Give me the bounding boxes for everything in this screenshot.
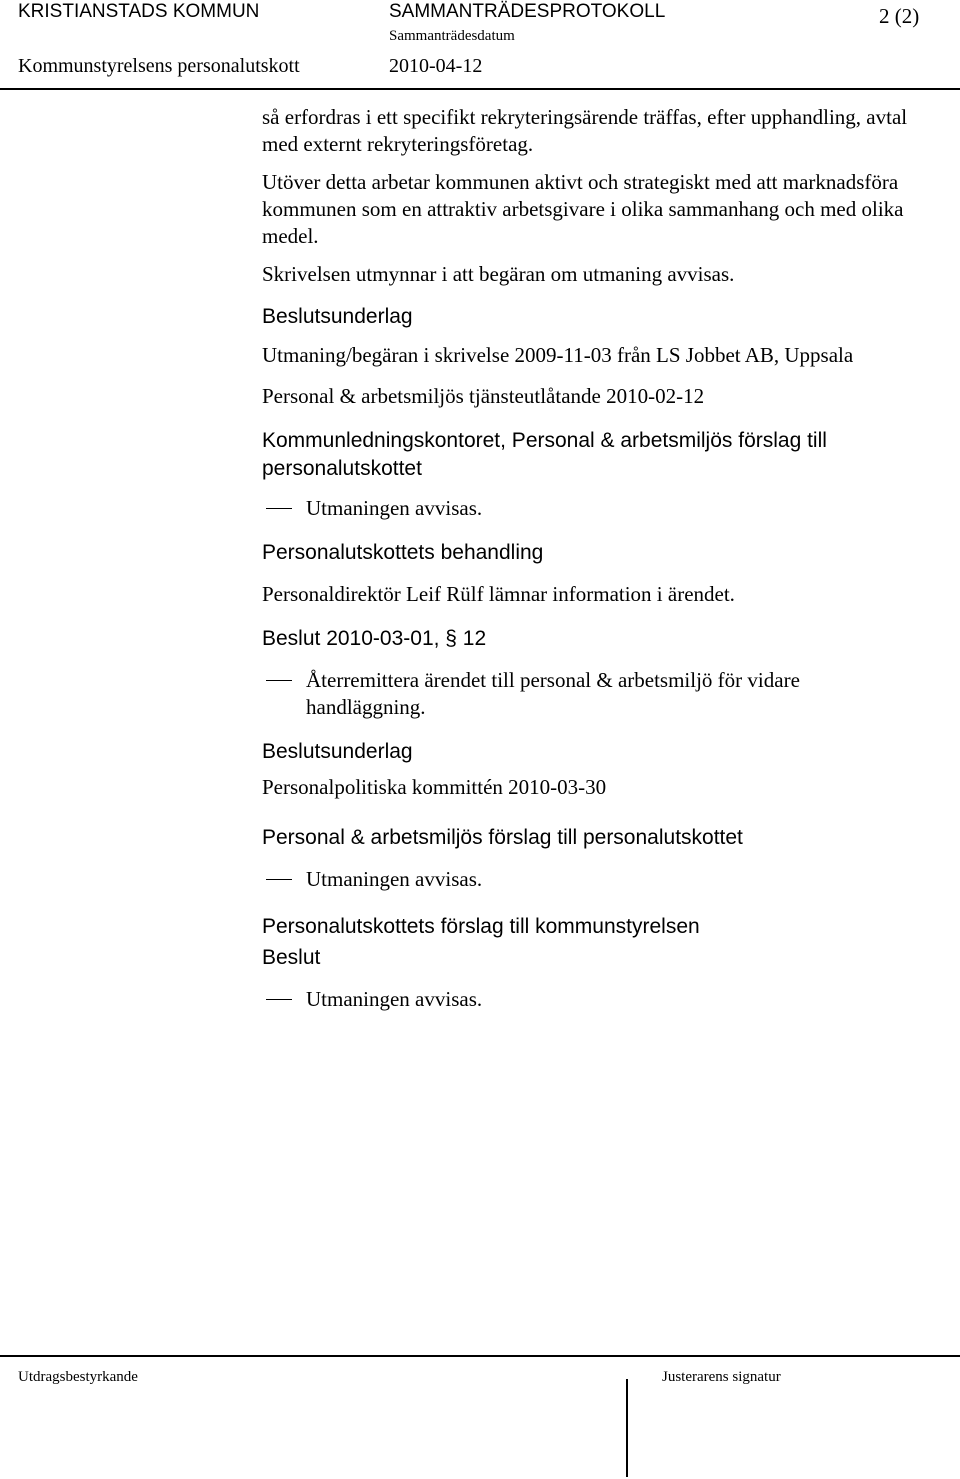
meeting-date: 2010-04-12 — [389, 55, 483, 77]
list-item-text: Utmaningen avvisas. — [306, 496, 483, 520]
committee-name: Kommunstyrelsens personalutskott — [18, 55, 300, 77]
signature-divider — [626, 1379, 628, 1477]
dash-bullet — [266, 508, 292, 509]
section-heading: Kommunledningskontoret, Personal & arbetsmiljös förslag till personalutskottet — [262, 429, 827, 480]
paragraph: Utöver detta arbetar kommunen aktivt och strategiskt med att marknadsföra kommunen som en attraktiv arbetsgivare i olika sammanhang och med olika medel. — [262, 170, 904, 248]
meeting-date-label: Sammanträdesdatum — [389, 28, 515, 44]
document-type: SAMMANTRÄDESPROTOKOLL — [389, 1, 666, 22]
section-heading: Beslut — [262, 946, 321, 969]
section-heading: Beslut 2010-03-01, § 12 — [262, 627, 487, 650]
section-heading: Personal & arbetsmiljös förslag till personalutskottet — [262, 826, 743, 849]
section-heading: Personalutskottets förslag till kommunstyrelsen — [262, 915, 700, 938]
list-item-text: Utmaningen avvisas. — [306, 867, 483, 891]
dash-bullet — [266, 680, 292, 681]
header-divider — [0, 88, 960, 90]
paragraph: Personal & arbetsmiljös tjänsteutlåtande 2010-02-12 — [262, 384, 705, 408]
page-number: 2 (2) — [879, 4, 920, 28]
certification-label: Utdragsbestyrkande — [18, 1369, 138, 1385]
list-item-text: Återremittera ärendet till personal & arbetsmiljö för vidare handläggning. — [306, 668, 800, 719]
organization-name: KRISTIANSTADS KOMMUN — [18, 1, 260, 22]
dash-bullet — [266, 879, 292, 880]
paragraph: så erfordras i ett specifikt rekryteringsärende träffas, efter upphandling, avtal med externt rekryteringsföretag. — [262, 105, 908, 156]
list-item — [262, 866, 922, 893]
list-item-text: Utmaningen avvisas. — [306, 987, 483, 1011]
signature-label: Justerarens signatur — [662, 1369, 781, 1385]
protocol-body — [262, 104, 922, 1013]
footer-divider — [0, 1355, 960, 1357]
paragraph: Personaldirektör Leif Rülf lämnar information i ärendet. — [262, 582, 735, 606]
section-heading: Beslutsunderlag — [262, 740, 413, 763]
list-item — [262, 986, 922, 1013]
section-heading: Beslutsunderlag — [262, 305, 413, 328]
dash-bullet — [266, 999, 292, 1000]
paragraph: Personalpolitiska kommittén 2010-03-30 — [262, 775, 607, 799]
paragraph: Skrivelsen utmynnar i att begäran om utmaning avvisas. — [262, 262, 735, 286]
section-heading: Personalutskottets behandling — [262, 541, 544, 564]
list-item — [262, 667, 922, 721]
paragraph: Utmaning/begäran i skrivelse 2009-11-03 från LS Jobbet AB, Uppsala — [262, 343, 854, 367]
list-item — [262, 495, 922, 522]
